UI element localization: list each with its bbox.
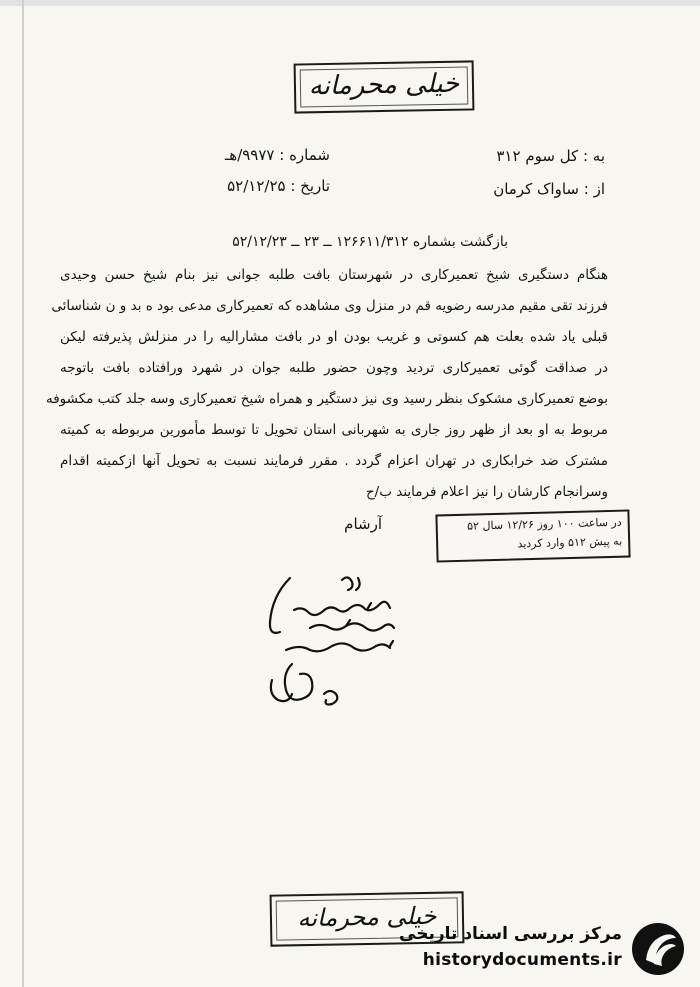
document-date: تاریخ : ۵۲/۱۲/۲۵ — [227, 177, 330, 195]
signoff-name: آرشام — [344, 515, 382, 533]
body-line: قبلی یاد شده بعلت هم کسوتی و غریب بودن او در بافت مشارالیه را در منزلش پذیرفته لیکن — [60, 329, 608, 345]
document-number: شماره : ۹۹۷۷/هـ — [224, 146, 330, 164]
classification-stamp-top: خیلی محرمانه — [294, 60, 475, 113]
body-line: بوضع تعمیرکاری مشکوک بنظر رسید وی نیز دستگیر و همراه شیخ تعمیرکاری وسه جلد کتب مکشوفه — [45, 391, 608, 407]
receipt-stamp — [435, 509, 630, 562]
scan-edge-top — [0, 0, 700, 6]
reference-line: بازگشت بشماره ۱۲۶۶۱۱/۳۱۲ ــ ۲۳ ــ ۵۲/۱۲/۲۳ — [232, 234, 508, 250]
sender-line: از : ساواک کرمان — [493, 180, 605, 198]
classification-stamp-bottom: خیلی محرمانه — [270, 891, 465, 946]
receipt-stamp-line: به پیش ۵۱۲ وارد کردید — [517, 534, 623, 551]
watermark-title: مرکز بررسی اسناد تاریخی — [399, 924, 622, 944]
scan-edge-left — [22, 0, 24, 987]
body-line: فرزند تقی مقیم مدرسه رضویه قم در منزل وی مشاهده که تعمیرکاری مدعی بود ه بد و ن شناسائی — [51, 298, 608, 314]
archive-logo-icon — [628, 920, 688, 978]
watermark-url: historydocuments.ir — [422, 950, 622, 970]
recipient-line: به : کل سوم ۳۱۲ — [496, 147, 605, 165]
body-line: وسرانجام کارشان را نیز اعلام فرمایند ب/ح — [365, 484, 608, 500]
body-line: در صداقت گوئی تعمیرکاری تردید وچون حضور طلبه جوان در شهرد ورافتاده بافت باتوجه — [60, 360, 608, 376]
archive-watermark — [392, 918, 692, 980]
body-line: هنگام دستگیری شیخ تعمیرکاری در شهرستان بافت طلبه جوانی نیز بنام شیخ حسن وحیدی — [60, 267, 608, 283]
receipt-stamp-line: در ساعت ۱۰۰ روز ۱۲/۲۶ سال ۵۲ — [467, 515, 622, 533]
body-line: مشترک ضد خرابکاری در تهران اعزام گردد . مقرر فرمایند نسبت به تحویل آنها ازکمیته اقدام — [60, 453, 608, 469]
handwritten-annotation — [250, 568, 440, 718]
body-line: مربوط به او بعد از ظهر روز جاری به شهربانی استان تحویل تا توسط مأمورین مربوطه به کمیته — [60, 422, 608, 438]
